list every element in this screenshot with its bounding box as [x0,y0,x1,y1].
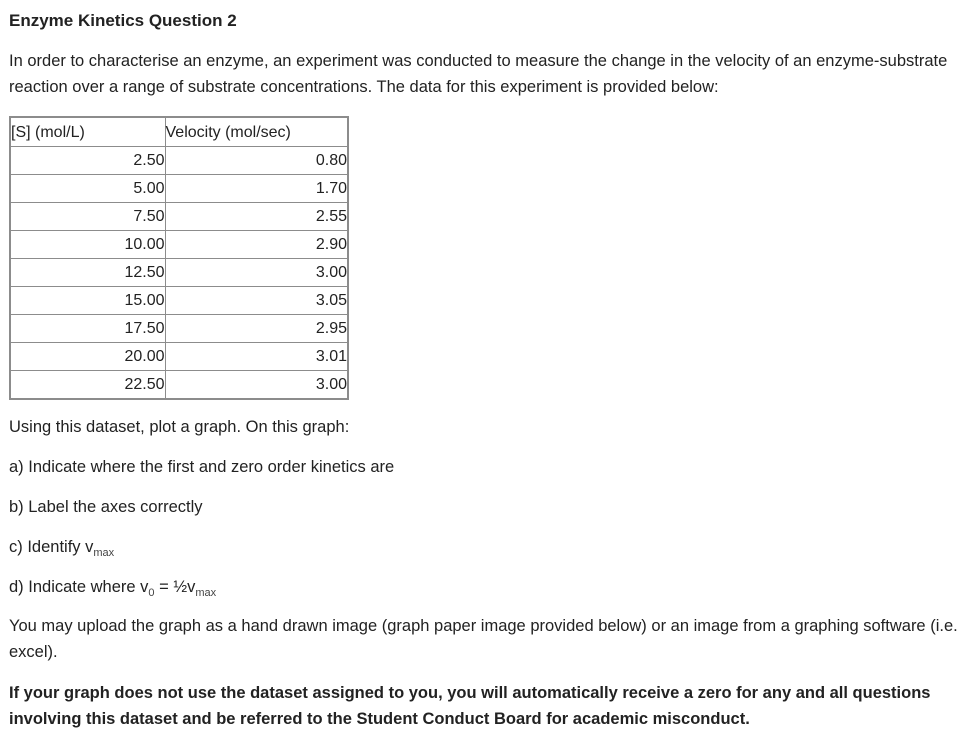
question-d-equation: = ½v [154,578,196,596]
cell-velocity: 3.00 [165,259,348,287]
cell-velocity: 1.70 [165,175,348,203]
table-row [10,259,348,287]
cell-velocity: 2.95 [165,315,348,343]
table-row [10,147,348,175]
cell-velocity: 3.01 [165,343,348,371]
misconduct-warning: If your graph does not use the dataset assigned to you, you will automatically receive a zero for any and all questions involving this dataset and be referred to the Student Conduct Board for academic misconduct. [9,684,931,728]
table-row [10,231,348,259]
question-b: b) Label the axes correctly [9,498,203,516]
cell-substrate: 20.00 [10,343,165,371]
intro-paragraph: In order to characterise an enzyme, an experiment was conducted to measure the change in the velocity of an enzyme-substrate reaction over a range of substrate concentrations. The data for this experiment is provided below: [9,52,948,96]
cell-substrate: 22.50 [10,371,165,400]
question-title: Enzyme Kinetics Question 2 [9,11,237,30]
question-a: a) Indicate where the first and zero order kinetics are [9,458,395,476]
upload-instructions: You may upload the graph as a hand drawn image (graph paper image provided below) or an image from a graphing software (i.e. excel). [9,617,958,661]
vmax-subscript: max [93,547,115,559]
data-table [9,116,349,400]
cell-velocity: 2.90 [165,231,348,259]
cell-substrate: 5.00 [10,175,165,203]
table-row [10,315,348,343]
cell-substrate: 17.50 [10,315,165,343]
cell-substrate: 7.50 [10,203,165,231]
table-row [10,371,348,400]
question-d-text: d) Indicate where v [9,578,149,596]
cell-velocity: 3.05 [165,287,348,315]
vmax-subscript: max [195,587,217,599]
v0-subscript: 0 [148,587,155,599]
question-d [9,574,961,600]
instruction-text: Using this dataset, plot a graph. On this graph: [9,418,350,436]
table-row [10,203,348,231]
cell-substrate: 15.00 [10,287,165,315]
table-row [10,287,348,315]
table-header-row [10,117,348,147]
column-header-substrate: [S] (mol/L) [10,117,165,147]
cell-velocity: 3.00 [165,371,348,400]
cell-substrate: 12.50 [10,259,165,287]
cell-substrate: 2.50 [10,147,165,175]
column-header-velocity: Velocity (mol/sec) [165,117,348,147]
cell-velocity: 2.55 [165,203,348,231]
cell-substrate: 10.00 [10,231,165,259]
table-row [10,343,348,371]
table-row [10,175,348,203]
question-c [9,534,961,560]
question-c-text: c) Identify v [9,538,94,556]
cell-velocity: 0.80 [165,147,348,175]
